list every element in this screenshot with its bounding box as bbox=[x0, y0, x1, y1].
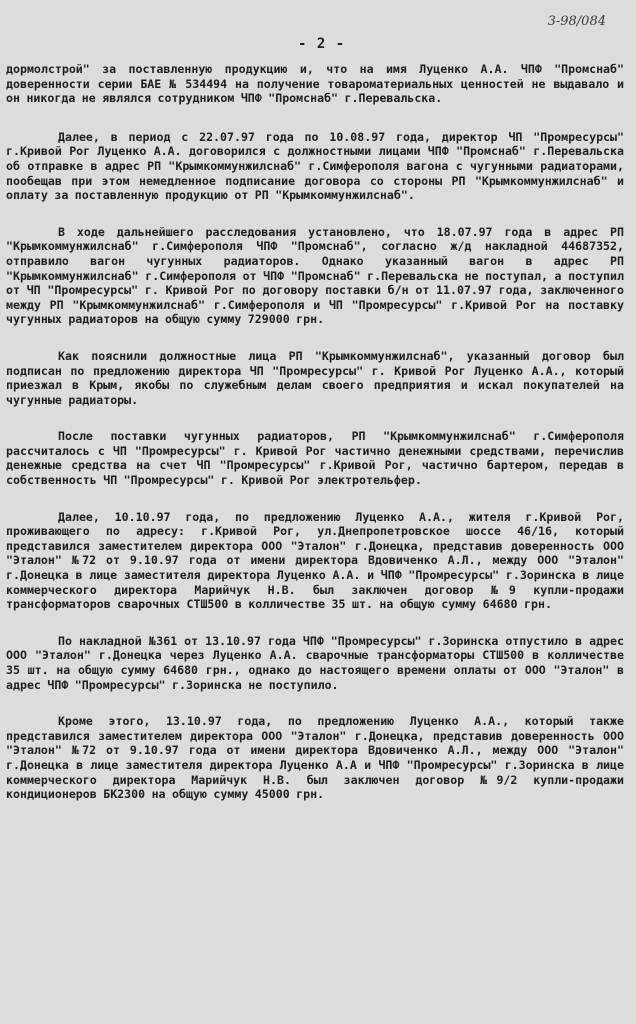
paragraph-text: После поставки чугунных радиаторов, РП "Крымкоммунжилснаб" г.Симферополя рассчиталось с ЧП "Промресурсы" г. Кривой Рог частично денежными средствами, перечислив денежные средства на счет ЧП "Промресурсы" г.Кривой Рог, частично бартером, передав в собственность ЧП "Промресурсы" г. Кривой Рог электротельфер. bbox=[6, 429, 624, 488]
document-body bbox=[6, 62, 624, 824]
paragraph-8 bbox=[6, 714, 624, 802]
paragraph-text: Далее, в период с 22.07.97 года по 10.08.97 года, директор ЧП "Промресурсы" г.Кривой Рог Луценко А.А. договорился с должностными лицами ЧПФ "Промснаб" г.Перевальска об отправке в адрес РП "Крымкоммунжилснаб" г.Симферополя вагона с чугунными радиаторами, пообещав при этом немедленное подписание договора со стороны РП "Крымкоммунжилснаб" и оплату за поставленную продукцию от РП "Крымкоммунжилснаб". bbox=[6, 129, 624, 203]
paragraph-text: В ходе дальнейшего расследования установлено, что 18.07.97 года в адрес РП "Крымкоммунжилснаб" г.Симферополя ЧПФ "Промснаб", согласно ж/д накладной 44687352, отправило вагон чугунных радиаторов. Однако указанный вагон в адрес РП "Крымкоммунжилснаб" г.Симферополя от ЧПФ "Промснаб" г.Перевальска не поступал, а поступил от ЧП "Промресурсы" г. Кривой Рог по договору поставки б/н от 11.07.97 года, заключенного между РП "Крымкоммунжилснаб" г.Симферополя и ЧП "Промресурсы" г.Кривой Рог на поставку чугунных радиаторов на общую сумму 729000 грн. bbox=[6, 224, 624, 327]
archive-number-mark: 3-98/084 bbox=[547, 14, 606, 29]
paragraph-1 bbox=[6, 62, 624, 106]
paragraph-4 bbox=[6, 349, 624, 407]
paragraph-2 bbox=[6, 130, 624, 203]
paragraph-text: Как пояснили должностные лица РП "Крымкоммунжилснаб", указанный договор был подписан по предложению директора ЧП "Промресурсы" г. Кривой Рог Луценко А.А., который приезжал в Крым, якобы по служебным делам своего предприятия и искал покупателей на чугунные радиаторы. bbox=[6, 348, 624, 407]
paragraph-5 bbox=[6, 429, 624, 487]
page-number: - 2 - bbox=[298, 36, 346, 52]
paragraph-text: Далее, 10.10.97 года, по предложению Луценко А.А., жителя г.Кривой Рог, проживающего по адресу: г.Кривой Рог, ул.Днепропетровское шоссе 46/16, который представился заместителем директора ООО "Эталон" г.Донецка, представив доверенность ООО "Эталон" №72 от 9.10.97 года от имени директора Вдовиченко А.Л., между ООО "Эталон" г.Донецка в лице заместителя директора Луценко А.А. и ЧПФ "Промресурсы" г.Зоринска в лице коммерческого директора Марийчук Н.В. был заключен договор №9 купли-продажи трансформаторов сварочных СТШ500 в колличестве 35 шт. на общую сумму 64680 грн. bbox=[6, 509, 624, 612]
paragraph-3 bbox=[6, 225, 624, 327]
paragraph-text: По накладной №361 от 13.10.97 года ЧПФ "Промресурсы" г.Зоринска отпустило в адрес ООО "Эталон" г.Донецка через Луценко А.А. сварочные трансформаторы СТШ500 в колличестве 35 шт. на общую сумму 64680 грн., однако до настоящего времени оплаты от ООО "Эталон" в адрес ЧПФ "Промресурсы" г.Зоринска не поступило. bbox=[6, 633, 624, 692]
paragraph-text: Кроме этого, 13.10.97 года, по предложению Луценко А.А., который также представился заместителем директора ООО "Эталон" г.Донецка, представив доверенность ООО "Эталон" №72 от 9.10.97 года от имени директора Вдовиченко А.Л., между ООО "Эталон" г.Донецка в лице заместителя директора Луценко А.А и ЧПФ "Промресурсы" г.Зоринска в лице коммерческого директора Марийчук Н.В. был заключен договор №9/2 купли-продажи кондиционеров БК2300 на общую сумму 45000 грн. bbox=[6, 714, 624, 802]
paragraph-text: дормолстрой" за поставленную продукцию и, что на имя Луценко А.А. ЧПФ "Промснаб" доверенности серии БАЕ № 534494 на получение товароматериальных ценностей не выдавало и он никогда не являлся сотрудником ЧПФ "Промснаб" г.Перевальска. bbox=[6, 62, 624, 106]
paragraph-6 bbox=[6, 510, 624, 612]
paragraph-7 bbox=[6, 634, 624, 692]
